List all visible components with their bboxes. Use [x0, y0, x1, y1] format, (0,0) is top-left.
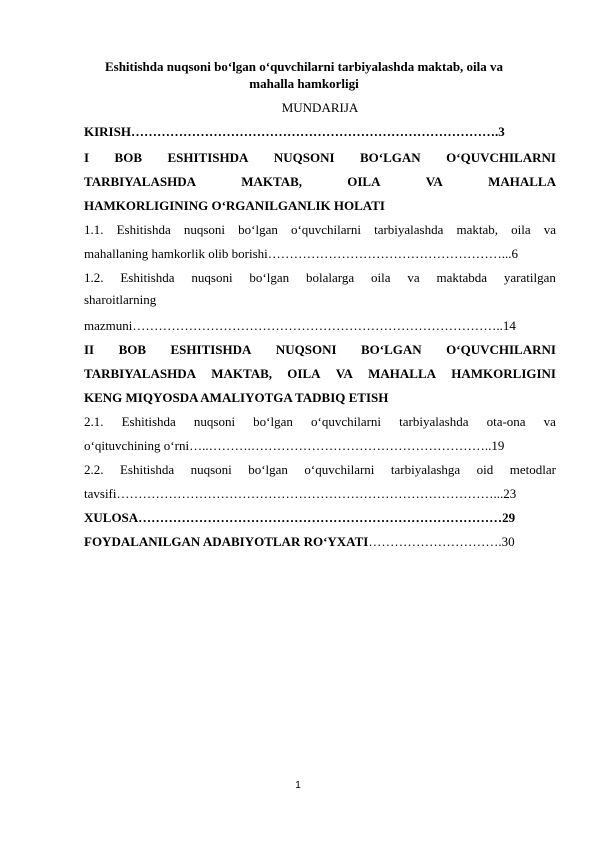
toc-entry-chapter1-line1	[84, 150, 556, 166]
page-number: 1	[295, 780, 301, 791]
toc-entry-intro: KIRISH………………………………………………………………………….3	[84, 124, 505, 139]
toc-word: NUQSONI	[273, 150, 335, 165]
toc-entry-section-2-2-line1	[84, 462, 556, 478]
toc-entry-chapter1-line3: HAMKORLIGINING O‘RGANILGANLIK HOLATI	[84, 198, 385, 213]
toc-word: nuqsoni	[183, 222, 226, 237]
toc-entry-section-2-1-line1	[84, 414, 556, 430]
toc-word: bo‘lgan	[253, 414, 293, 429]
toc-word: O‘QUVCHILARNI	[446, 342, 556, 357]
toc-entry-references-dots: ………………………….30	[368, 534, 515, 549]
toc-entry-section-1-2-line2: sharoitlarning	[84, 292, 157, 307]
toc-word: o‘quvchilarni	[304, 462, 375, 477]
toc-word: BO‘LGAN	[360, 150, 421, 165]
toc-word: bo‘lgan	[249, 270, 290, 285]
toc-word: Eshitishda	[116, 222, 171, 237]
toc-word: Eshitishda	[119, 462, 175, 477]
toc-entry-section-1-1-line2: mahallaning hamkorlik olib borishi………………………………………………...6	[84, 246, 519, 261]
toc-word: VA	[335, 366, 353, 381]
toc-word: OILA	[287, 366, 321, 381]
toc-word: nuqsoni	[191, 270, 233, 285]
toc-word: va	[543, 222, 556, 237]
toc-word: 1.2.	[84, 270, 104, 285]
toc-word: MAHALLA	[488, 174, 556, 189]
toc-word: o‘quvchilarni	[290, 222, 361, 237]
toc-word: BOB	[114, 150, 142, 165]
toc-word: TARBIYALASHDA	[84, 174, 196, 189]
toc-word: bo‘lgan	[238, 222, 278, 237]
toc-word: tarbiyalashda	[374, 222, 444, 237]
toc-word: O‘QUVCHILARNI	[446, 150, 556, 165]
toc-word: yaratilgan	[503, 270, 556, 285]
toc-word: o‘quvchilarni	[311, 414, 382, 429]
toc-word: maktabda	[436, 270, 488, 285]
toc-word: OILA	[347, 174, 381, 189]
toc-word: ESHITISHDA	[167, 150, 249, 165]
toc-word: Eshitishda	[121, 414, 176, 429]
toc-word: oila	[371, 270, 391, 285]
toc-word: 1.1.	[84, 222, 104, 237]
toc-entry-section-2-1-line2: o‘qituvchining o‘rni…..……….………………………………………………..19	[84, 438, 505, 453]
toc-word: VA	[425, 174, 443, 189]
toc-entry-conclusion: XULOSA…………………………………………………………………………29	[84, 510, 516, 525]
toc-entry-section-1-2-line3: mazmuni…………………………………………………………………………..14	[84, 318, 516, 333]
toc-word: metodlar	[509, 462, 556, 477]
toc-word: TARBIYALASHDA	[84, 366, 196, 381]
toc-word: va	[543, 414, 556, 429]
toc-entry-section-1-2-line1	[84, 270, 556, 286]
toc-entry-chapter1-line2	[84, 174, 556, 190]
toc-entry-chapter2-line3: KENG MIQYOSDA AMALIYOTGA TADBIQ ETISH	[84, 390, 389, 405]
toc-word: va	[407, 270, 420, 285]
toc-word: bolalarga	[306, 270, 355, 285]
toc-word: HAMKORLIGINI	[451, 366, 556, 381]
toc-word: ota-ona	[486, 414, 526, 429]
toc-entry-references	[84, 534, 556, 550]
toc-word: BOB	[118, 342, 147, 357]
toc-word: NUQSONI	[275, 342, 337, 357]
toc-entry-section-1-1-line1	[84, 222, 556, 238]
toc-word: BO‘LGAN	[361, 342, 422, 357]
toc-word: bo‘lgan	[248, 462, 288, 477]
toc-word: 2.2.	[84, 462, 104, 477]
toc-heading: MUNDARIJA	[281, 100, 359, 115]
document-title: Eshitishda nuqsoni bo‘lgan o‘quvchilarni tarbiyalashda maktab, oila va mahalla hamkorligi	[104, 59, 504, 91]
toc-word: ESHITISHDA	[170, 342, 252, 357]
toc-word: nuqsoni	[190, 462, 232, 477]
toc-word: 2.1.	[84, 414, 104, 429]
toc-word: nuqsoni	[193, 414, 236, 429]
toc-word: II	[84, 342, 95, 357]
toc-word: I	[84, 150, 90, 165]
toc-word: tarbiyalashda	[399, 414, 469, 429]
toc-entry-chapter2-line1	[84, 342, 556, 358]
toc-word: oid	[476, 462, 494, 477]
toc-word: oila	[511, 222, 531, 237]
toc-word: MAKTAB,	[241, 174, 303, 189]
toc-word: MAHALLA	[368, 366, 437, 381]
toc-entry-references-label: FOYDALANILGAN ADABIYOTLAR RO‘YXATI	[84, 534, 369, 549]
toc-word: maktab,	[456, 222, 498, 237]
toc-word: Eshitishda	[120, 270, 175, 285]
toc-entry-chapter2-line2	[84, 366, 556, 382]
toc-word: tarbiyalashga	[390, 462, 461, 477]
toc-entry-section-2-2-line2: tavsifi……………………………………………………………………………...23	[84, 486, 517, 501]
toc-word: MAKTAB,	[211, 366, 273, 381]
